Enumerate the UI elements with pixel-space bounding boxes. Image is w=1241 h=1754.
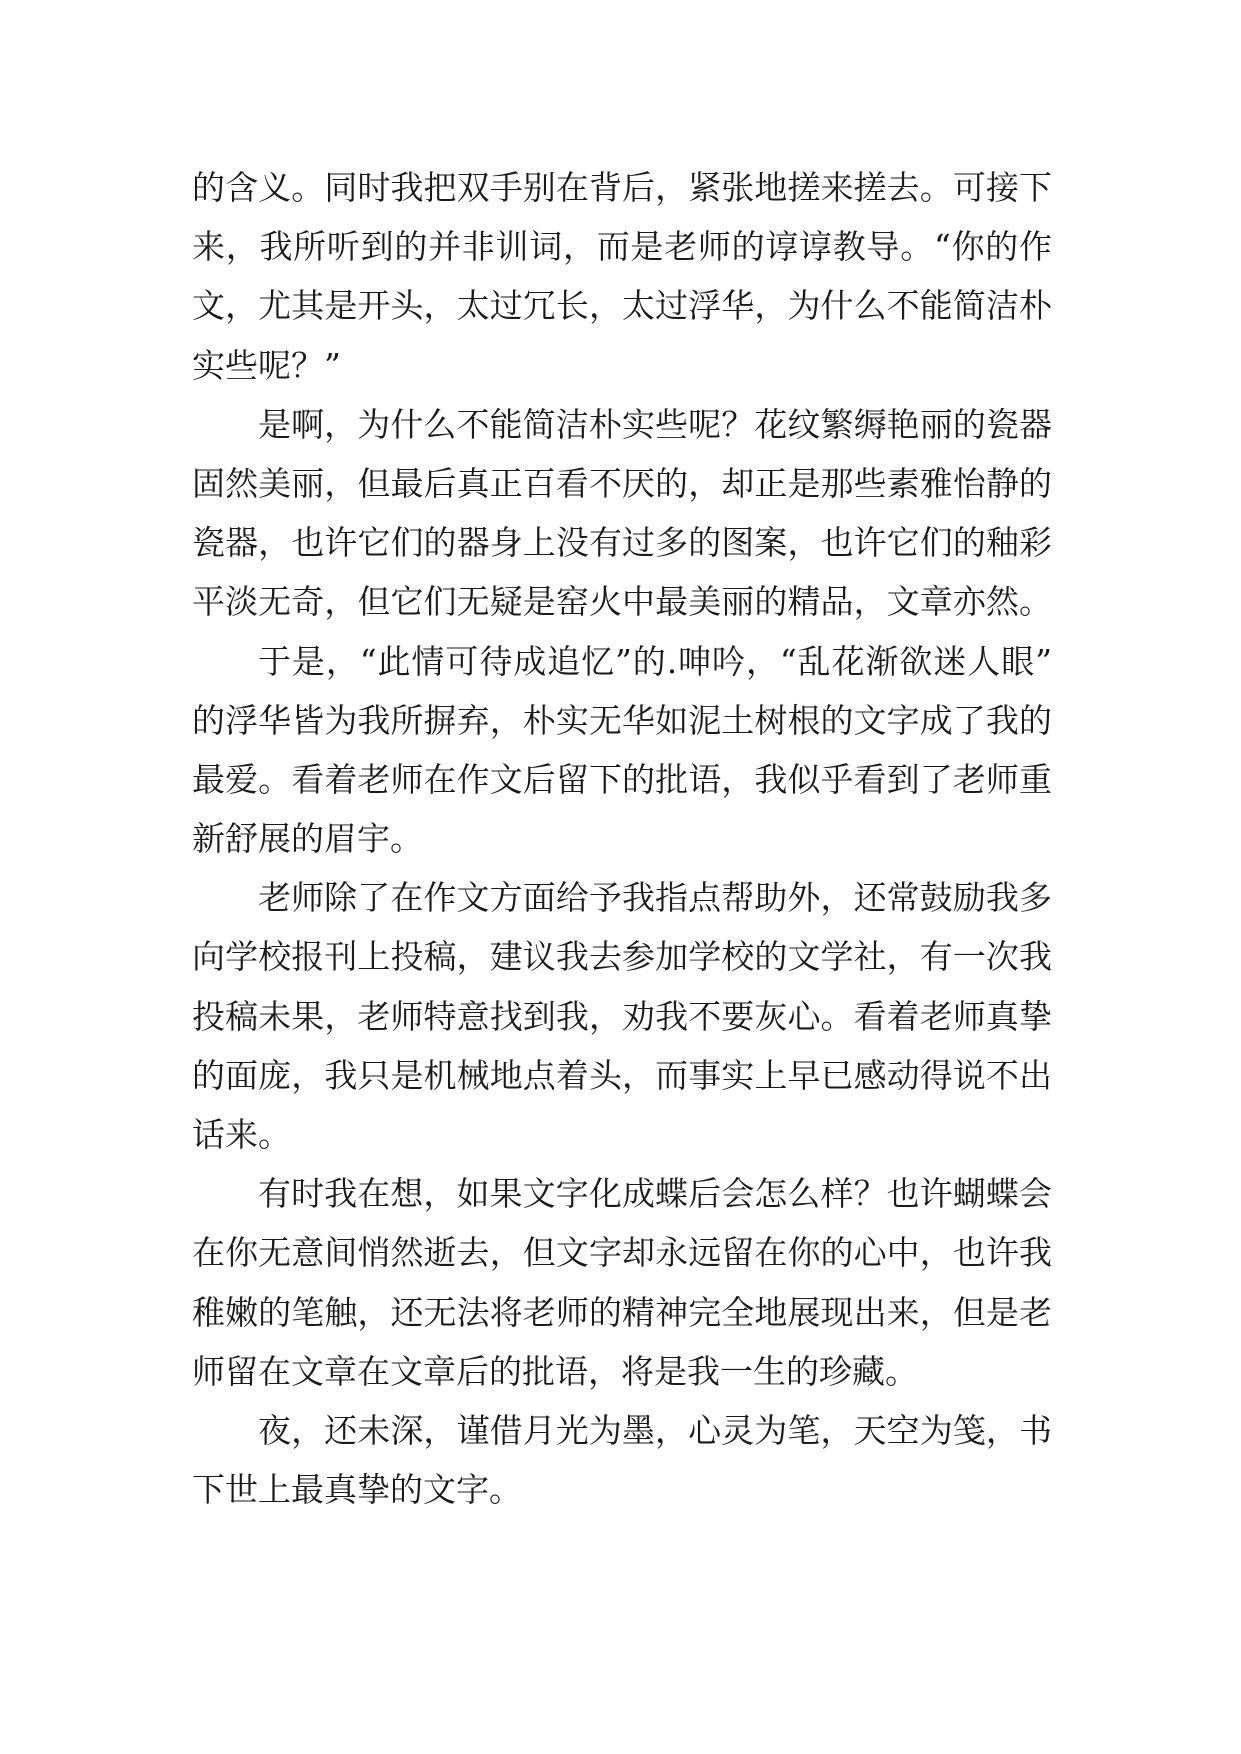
text-line: 平淡无奇，但它们无疑是窑火中最美丽的精品，文章亦然。 <box>192 582 1052 622</box>
paragraph-2 <box>192 395 1052 632</box>
paragraph-1 <box>192 158 1052 395</box>
text-line: 是啊，为什么不能简洁朴实些呢？花纹繁缛艳丽的瓷器 <box>258 404 1052 444</box>
text-line: 最爱。看着老师在作文后留下的批语，我似乎看到了老师重 <box>192 759 1052 799</box>
text-line: 夜，还未深，谨借月光为墨，心灵为笔，天空为笺，书 <box>258 1410 1052 1450</box>
paragraph-4 <box>192 868 1052 1164</box>
text-line: 的含义。同时我把双手别在背后，紧张地搓来搓去。可接下 <box>192 168 1052 207</box>
text-line: 老师除了在作文方面给予我指点帮助外，还常鼓励我多 <box>258 878 1052 918</box>
paragraph-6 <box>192 1401 1052 1519</box>
text-line: 在你无意间悄然逝去，但文字却永远留在你的心中，也许我 <box>192 1233 1052 1273</box>
text-line: 新舒展的眉宇。 <box>192 819 423 859</box>
document-body <box>192 158 1052 1519</box>
text-line: 瓷器，也许它们的器身上没有过多的图案，也许它们的釉彩 <box>192 523 1052 563</box>
text-line: 来，我所听到的并非训词，而是老师的谆谆教导。“你的作 <box>192 227 1052 267</box>
paragraph-5 <box>192 1164 1052 1401</box>
text-line: 向学校报刊上投稿，建议我去参加学校的文学社，有一次我 <box>192 937 1052 977</box>
text-line: 的面庞，我只是机械地点着头，而事实上早已感动得说不出 <box>192 1055 1052 1095</box>
text-line: 固然美丽，但最后真正百看不厌的，却正是那些素雅怡静的 <box>192 463 1052 503</box>
text-line: 文，尤其是开头，太过冗长，太过浮华，为什么不能简洁朴 <box>192 286 1052 326</box>
text-line: 有时我在想，如果文字化成蝶后会怎么样？也许蝴蝶会 <box>258 1174 1052 1214</box>
text-line: 师留在文章在文章后的批语，将是我一生的珍藏。 <box>192 1351 918 1391</box>
text-line: 于是，“此情可待成追忆”的.呻吟，“乱花渐欲迷人眼” <box>258 641 1052 681</box>
paragraph-3 <box>192 632 1052 869</box>
text-line: 下世上最真挚的文字。 <box>192 1470 522 1510</box>
text-line: 投稿未果，老师特意找到我，劝我不要灰心。看着老师真挚 <box>192 996 1052 1036</box>
text-line: 的浮华皆为我所摒弃，朴实无华如泥土树根的文字成了我的 <box>192 700 1052 740</box>
text-line: 话来。 <box>192 1115 291 1154</box>
text-line: 实些呢？” <box>192 345 341 385</box>
text-line: 稚嫩的笔触，还无法将老师的精神完全地展现出来，但是老 <box>192 1292 1052 1332</box>
